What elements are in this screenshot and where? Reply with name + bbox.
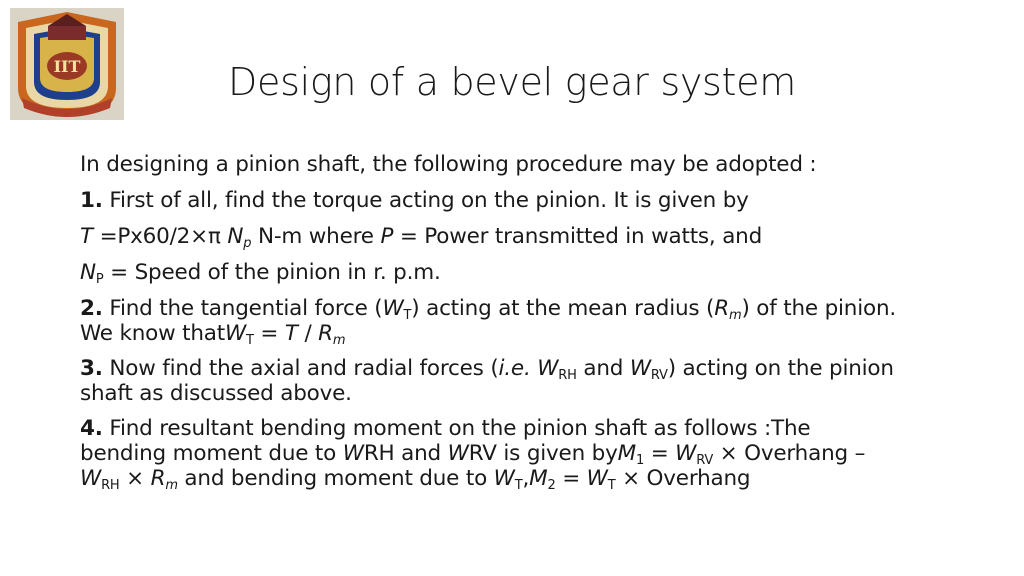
intro-line: In designing a pinion shaft, the following procedure may be adopted : xyxy=(80,152,817,177)
var-M-sub: 1 xyxy=(635,453,645,468)
text: = xyxy=(555,466,587,491)
var-M: M xyxy=(617,441,636,466)
var-N-sub: P xyxy=(95,272,104,287)
var-W-sub: T xyxy=(607,478,616,493)
logo-text: IIT xyxy=(53,57,81,76)
var-W: W xyxy=(382,296,404,321)
text: = Speed of the pinion in r. p.m. xyxy=(103,260,441,285)
text: We know that xyxy=(80,321,225,346)
text: = xyxy=(253,321,285,346)
var-T: T xyxy=(80,224,93,249)
var-W: W xyxy=(493,466,515,491)
var-W-sub: T xyxy=(246,333,254,348)
step-1-line-1 xyxy=(80,188,980,214)
var-W-sub: RH xyxy=(558,368,577,383)
var-W: W xyxy=(675,441,697,466)
text: Now find the axial and radial forces ( xyxy=(102,356,499,381)
text: × xyxy=(119,466,151,491)
text: RH and xyxy=(363,441,448,466)
var-W: W xyxy=(537,356,559,381)
step-1-line-3 xyxy=(80,260,980,286)
text: , xyxy=(522,466,530,491)
text: shaft as discussed above. xyxy=(80,381,352,406)
step-3 xyxy=(80,356,980,406)
var-W: W xyxy=(629,356,651,381)
var-R-sub: m xyxy=(165,478,178,493)
text: RV is given by xyxy=(468,441,618,466)
var-R: R xyxy=(318,321,333,346)
text: ) acting at the mean radius ( xyxy=(411,296,715,321)
text: × Overhang – xyxy=(713,441,866,466)
var-N: N xyxy=(80,260,96,285)
var-N-sub: p xyxy=(243,236,252,251)
text: ) of the pinion. xyxy=(741,296,897,321)
var-W-sub: RV xyxy=(650,368,668,383)
step-text: First of all, find the torque acting on the pinion. It is given by xyxy=(102,188,749,213)
text: and bending moment due to xyxy=(177,466,494,491)
var-W-sub: RV xyxy=(696,453,714,468)
var-W: W xyxy=(586,466,608,491)
text: × Overhang xyxy=(615,466,751,491)
var-M-sub: 2 xyxy=(547,478,556,493)
var-W-sub: RH xyxy=(101,478,120,493)
step-number: 1. xyxy=(80,188,103,213)
var-T: T xyxy=(284,321,298,346)
text: ) acting on the pinion xyxy=(667,356,894,381)
step-number: 4. xyxy=(80,416,103,441)
text: = xyxy=(644,441,676,466)
var-W: W xyxy=(447,441,469,466)
var-R: R xyxy=(150,466,166,491)
var-R: R xyxy=(714,296,729,321)
step-number: 2. xyxy=(80,296,103,321)
text: Find the tangential force ( xyxy=(102,296,383,321)
slide-body xyxy=(80,152,980,501)
text-ie: i.e. xyxy=(498,356,531,381)
text: and xyxy=(576,356,630,381)
text: N-m where xyxy=(251,224,381,249)
var-R-sub: m xyxy=(729,308,742,323)
var-N: N xyxy=(227,224,244,249)
var-W-sub: T xyxy=(403,308,412,323)
step-number: 3. xyxy=(80,356,103,381)
text: bending moment due to xyxy=(80,441,343,466)
var-W-sub: T xyxy=(514,478,523,493)
step-4 xyxy=(80,416,980,491)
var-W: W xyxy=(224,321,247,346)
slide-title: Design of a bevel gear system xyxy=(228,60,796,104)
step-1-line-2 xyxy=(80,224,980,250)
step-2 xyxy=(80,296,980,346)
equation: =Px60/2×π xyxy=(92,224,228,249)
text: = Power transmitted in watts, and xyxy=(393,224,763,249)
text: / xyxy=(297,321,319,346)
var-P: P xyxy=(380,224,394,249)
var-R-sub: m xyxy=(332,333,346,348)
var-W: W xyxy=(342,441,364,466)
var-W: W xyxy=(80,466,102,491)
text: Find resultant bending moment on the pinion shaft as follows :The xyxy=(102,416,811,441)
var-M: M xyxy=(529,466,548,491)
